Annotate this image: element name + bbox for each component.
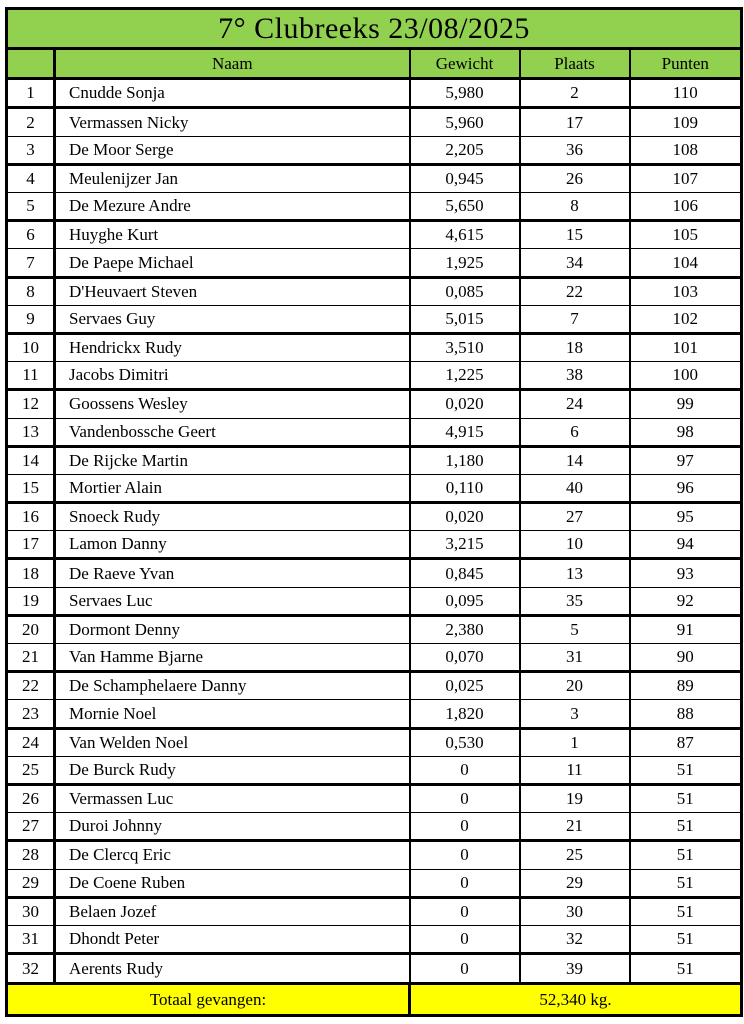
place-cell: 30 [520,897,630,925]
weight-cell: 1,820 [410,700,520,728]
place-cell: 36 [520,136,630,164]
row-number-cell: 24 [7,728,55,756]
place-cell: 6 [520,418,630,446]
row-number-cell: 30 [7,897,55,925]
points-cell: 107 [630,164,742,192]
points-cell: 100 [630,362,742,390]
total-label: Totaal gevangen: [7,984,410,1016]
place-cell: 5 [520,615,630,643]
name-cell: Vermassen Nicky [55,108,410,136]
name-cell: Goossens Wesley [55,390,410,418]
table-row [7,813,742,841]
weight-cell: 1,925 [410,249,520,277]
row-number-cell: 1 [7,79,55,108]
place-cell: 24 [520,390,630,418]
weight-cell: 5,015 [410,305,520,333]
row-number-cell: 4 [7,164,55,192]
name-cell: De Coene Ruben [55,869,410,897]
place-cell: 2 [520,79,630,108]
column-header-naam: Naam [55,49,410,79]
row-number-cell: 19 [7,587,55,615]
weight-cell: 5,650 [410,193,520,221]
name-cell: Jacobs Dimitri [55,362,410,390]
table-row [7,79,742,108]
name-cell: Meulenijzer Jan [55,164,410,192]
name-cell: De Schamphelaere Danny [55,672,410,700]
row-number-cell: 6 [7,221,55,249]
table-row [7,362,742,390]
place-cell: 10 [520,531,630,559]
row-number-cell: 28 [7,841,55,869]
place-cell: 40 [520,474,630,502]
row-number-cell: 13 [7,418,55,446]
points-cell: 51 [630,925,742,953]
points-cell: 108 [630,136,742,164]
place-cell: 32 [520,925,630,953]
row-number-cell: 11 [7,362,55,390]
points-cell: 51 [630,897,742,925]
table-row [7,841,742,869]
weight-cell: 4,615 [410,221,520,249]
weight-cell: 0 [410,925,520,953]
weight-cell: 4,915 [410,418,520,446]
weight-cell: 5,980 [410,79,520,108]
points-cell: 109 [630,108,742,136]
points-cell: 99 [630,390,742,418]
weight-cell: 5,960 [410,108,520,136]
table-row [7,756,742,784]
table-row [7,305,742,333]
title-row [7,9,742,49]
name-cell: De Burck Rudy [55,756,410,784]
name-cell: De Rijcke Martin [55,446,410,474]
row-number-header [7,49,55,79]
results-table [5,7,743,1017]
place-cell: 19 [520,784,630,812]
weight-cell: 0,095 [410,587,520,615]
total-value: 52,340 kg. [410,984,742,1016]
points-cell: 93 [630,559,742,587]
weight-cell: 0,020 [410,390,520,418]
name-cell: Cnudde Sonja [55,79,410,108]
name-cell: Servaes Luc [55,587,410,615]
results-body [7,79,742,984]
weight-cell: 1,225 [410,362,520,390]
table-row [7,587,742,615]
name-cell: De Raeve Yvan [55,559,410,587]
place-cell: 17 [520,108,630,136]
weight-cell: 0 [410,869,520,897]
weight-cell: 0 [410,841,520,869]
name-cell: Vandenbossche Geert [55,418,410,446]
table-row [7,474,742,502]
weight-cell: 1,180 [410,446,520,474]
name-cell: Servaes Guy [55,305,410,333]
place-cell: 7 [520,305,630,333]
table-row [7,615,742,643]
name-cell: Mornie Noel [55,700,410,728]
row-number-cell: 15 [7,474,55,502]
weight-cell: 3,510 [410,333,520,361]
table-row [7,333,742,361]
weight-cell: 0,110 [410,474,520,502]
row-number-cell: 29 [7,869,55,897]
page-title: 7° Clubreeks 23/08/2025 [7,9,742,49]
points-cell: 101 [630,333,742,361]
place-cell: 27 [520,503,630,531]
table-row [7,728,742,756]
row-number-cell: 10 [7,333,55,361]
points-cell: 102 [630,305,742,333]
weight-cell: 0,845 [410,559,520,587]
row-number-cell: 31 [7,925,55,953]
table-row [7,897,742,925]
table-row [7,531,742,559]
points-cell: 51 [630,869,742,897]
weight-cell: 0,530 [410,728,520,756]
weight-cell: 0 [410,813,520,841]
table-row [7,249,742,277]
table-row [7,193,742,221]
table-row [7,925,742,953]
column-header-row [7,49,742,79]
points-cell: 51 [630,841,742,869]
weight-cell: 2,205 [410,136,520,164]
name-cell: De Moor Serge [55,136,410,164]
points-cell: 106 [630,193,742,221]
row-number-cell: 5 [7,193,55,221]
points-cell: 94 [630,531,742,559]
name-cell: De Mezure Andre [55,193,410,221]
points-cell: 110 [630,79,742,108]
table-row [7,136,742,164]
weight-cell: 3,215 [410,531,520,559]
points-cell: 51 [630,813,742,841]
name-cell: Belaen Jozef [55,897,410,925]
weight-cell: 2,380 [410,615,520,643]
table-row [7,446,742,474]
weight-cell: 0 [410,784,520,812]
column-header-punten: Punten [630,49,742,79]
row-number-cell: 3 [7,136,55,164]
place-cell: 34 [520,249,630,277]
place-cell: 21 [520,813,630,841]
weight-cell: 0,945 [410,164,520,192]
table-row [7,644,742,672]
row-number-cell: 18 [7,559,55,587]
points-cell: 95 [630,503,742,531]
name-cell: Snoeck Rudy [55,503,410,531]
weight-cell: 0,070 [410,644,520,672]
name-cell: D'Heuvaert Steven [55,277,410,305]
place-cell: 22 [520,277,630,305]
points-cell: 89 [630,672,742,700]
table-row [7,700,742,728]
weight-cell: 0,085 [410,277,520,305]
table-row [7,164,742,192]
place-cell: 20 [520,672,630,700]
place-cell: 35 [520,587,630,615]
points-cell: 96 [630,474,742,502]
row-number-cell: 25 [7,756,55,784]
points-cell: 90 [630,644,742,672]
points-cell: 104 [630,249,742,277]
points-cell: 98 [630,418,742,446]
row-number-cell: 9 [7,305,55,333]
row-number-cell: 7 [7,249,55,277]
name-cell: Dormont Denny [55,615,410,643]
row-number-cell: 23 [7,700,55,728]
place-cell: 31 [520,644,630,672]
points-cell: 87 [630,728,742,756]
place-cell: 25 [520,841,630,869]
table-row [7,277,742,305]
table-row [7,954,742,984]
points-cell: 105 [630,221,742,249]
name-cell: Aerents Rudy [55,954,410,984]
name-cell: Dhondt Peter [55,925,410,953]
row-number-cell: 26 [7,784,55,812]
weight-cell: 0 [410,756,520,784]
place-cell: 14 [520,446,630,474]
place-cell: 13 [520,559,630,587]
name-cell: Van Welden Noel [55,728,410,756]
place-cell: 26 [520,164,630,192]
row-number-cell: 16 [7,503,55,531]
points-cell: 51 [630,784,742,812]
points-cell: 103 [630,277,742,305]
points-cell: 51 [630,954,742,984]
table-row [7,108,742,136]
name-cell: De Clercq Eric [55,841,410,869]
place-cell: 15 [520,221,630,249]
points-cell: 51 [630,756,742,784]
row-number-cell: 8 [7,277,55,305]
place-cell: 38 [520,362,630,390]
row-number-cell: 32 [7,954,55,984]
row-number-cell: 20 [7,615,55,643]
place-cell: 3 [520,700,630,728]
weight-cell: 0 [410,954,520,984]
name-cell: Vermassen Luc [55,784,410,812]
name-cell: Mortier Alain [55,474,410,502]
points-cell: 88 [630,700,742,728]
table-row [7,221,742,249]
row-number-cell: 22 [7,672,55,700]
total-row [7,984,742,1016]
weight-cell: 0,020 [410,503,520,531]
name-cell: De Paepe Michael [55,249,410,277]
place-cell: 8 [520,193,630,221]
table-row [7,672,742,700]
points-cell: 91 [630,615,742,643]
table-row [7,503,742,531]
table-row [7,418,742,446]
column-header-gewicht: Gewicht [410,49,520,79]
place-cell: 18 [520,333,630,361]
weight-cell: 0 [410,897,520,925]
table-row [7,784,742,812]
place-cell: 39 [520,954,630,984]
row-number-cell: 27 [7,813,55,841]
name-cell: Van Hamme Bjarne [55,644,410,672]
name-cell: Duroi Johnny [55,813,410,841]
row-number-cell: 2 [7,108,55,136]
place-cell: 29 [520,869,630,897]
points-cell: 92 [630,587,742,615]
table-row [7,869,742,897]
row-number-cell: 12 [7,390,55,418]
column-header-plaats: Plaats [520,49,630,79]
name-cell: Hendrickx Rudy [55,333,410,361]
points-cell: 97 [630,446,742,474]
table-row [7,390,742,418]
place-cell: 11 [520,756,630,784]
name-cell: Huyghe Kurt [55,221,410,249]
table-row [7,559,742,587]
name-cell: Lamon Danny [55,531,410,559]
row-number-cell: 21 [7,644,55,672]
row-number-cell: 14 [7,446,55,474]
row-number-cell: 17 [7,531,55,559]
place-cell: 1 [520,728,630,756]
weight-cell: 0,025 [410,672,520,700]
